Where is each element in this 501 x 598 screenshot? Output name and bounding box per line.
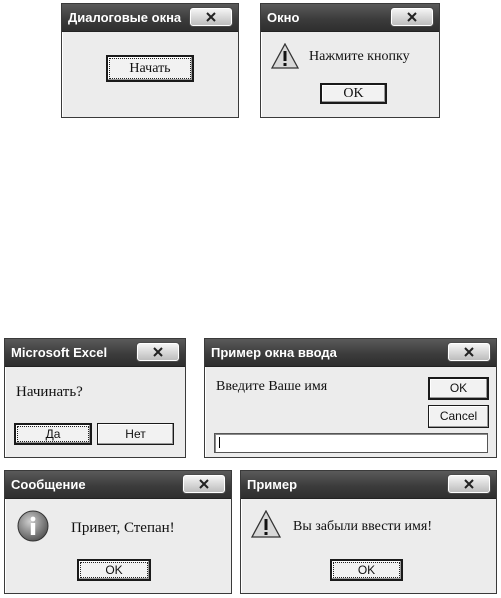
dialog-input-title: Пример окна ввода [211,345,337,360]
dialog-window-close-button[interactable] [391,8,433,26]
input-ok-button[interactable]: OK [428,377,489,400]
dialog-input-titlebar[interactable] [205,339,496,367]
dialog-excel-message: Начинать? [16,384,83,400]
dialog-start-title: Диалоговые окна [68,10,182,25]
yes-button[interactable]: Да [14,423,92,445]
dialog-example-titlebar[interactable] [241,471,496,499]
dialog-example-title: Пример [247,477,298,492]
dialog-window-titlebar[interactable] [261,4,439,32]
dialog-input-prompt: Введите Ваше имя [216,379,328,394]
dialog-message-titlebar[interactable] [5,471,231,499]
input-cancel-button[interactable]: Cancel [428,405,489,428]
dialog-message-text: Привет, Степан! [71,520,175,536]
close-icon [407,12,417,22]
dialog-example-text: Вы забыли ввести имя! [293,519,432,534]
dialog-message-title: Сообщение [11,477,86,492]
close-icon [199,479,209,489]
warning-icon [271,43,299,69]
close-icon [464,479,474,489]
dialog-example-window [240,470,497,594]
dialog-input-close-button[interactable] [448,343,490,361]
dialog-message-window [4,470,232,594]
close-icon [464,347,474,357]
no-button[interactable]: Нет [97,423,174,445]
dialog-start-window [61,3,239,118]
warning-icon [251,510,281,538]
dialog-message-close-button[interactable] [183,475,225,493]
dialog-input-window [204,338,497,458]
close-icon [206,12,216,22]
dialog-message-ok-button[interactable]: OK [77,559,151,581]
dialog-window-title: Окно [267,10,300,25]
dialog-start-titlebar[interactable] [62,4,238,32]
text-caret [219,437,220,448]
dialog-window-ok-button[interactable]: OK [320,83,387,104]
info-icon [17,510,49,542]
dialog-window-message: Нажмите кнопку [309,49,410,64]
close-icon [153,347,163,357]
dialog-window [260,3,440,118]
start-button[interactable]: Начать [106,55,194,82]
dialog-excel-title: Microsoft Excel [11,345,108,360]
dialog-excel-window [4,338,186,458]
dialog-example-ok-button[interactable]: OK [330,559,403,581]
dialog-start-close-button[interactable] [190,8,232,26]
dialog-excel-titlebar[interactable] [5,339,185,367]
name-input[interactable] [214,433,488,453]
dialog-example-close-button[interactable] [448,475,490,493]
dialog-excel-close-button[interactable] [137,343,179,361]
